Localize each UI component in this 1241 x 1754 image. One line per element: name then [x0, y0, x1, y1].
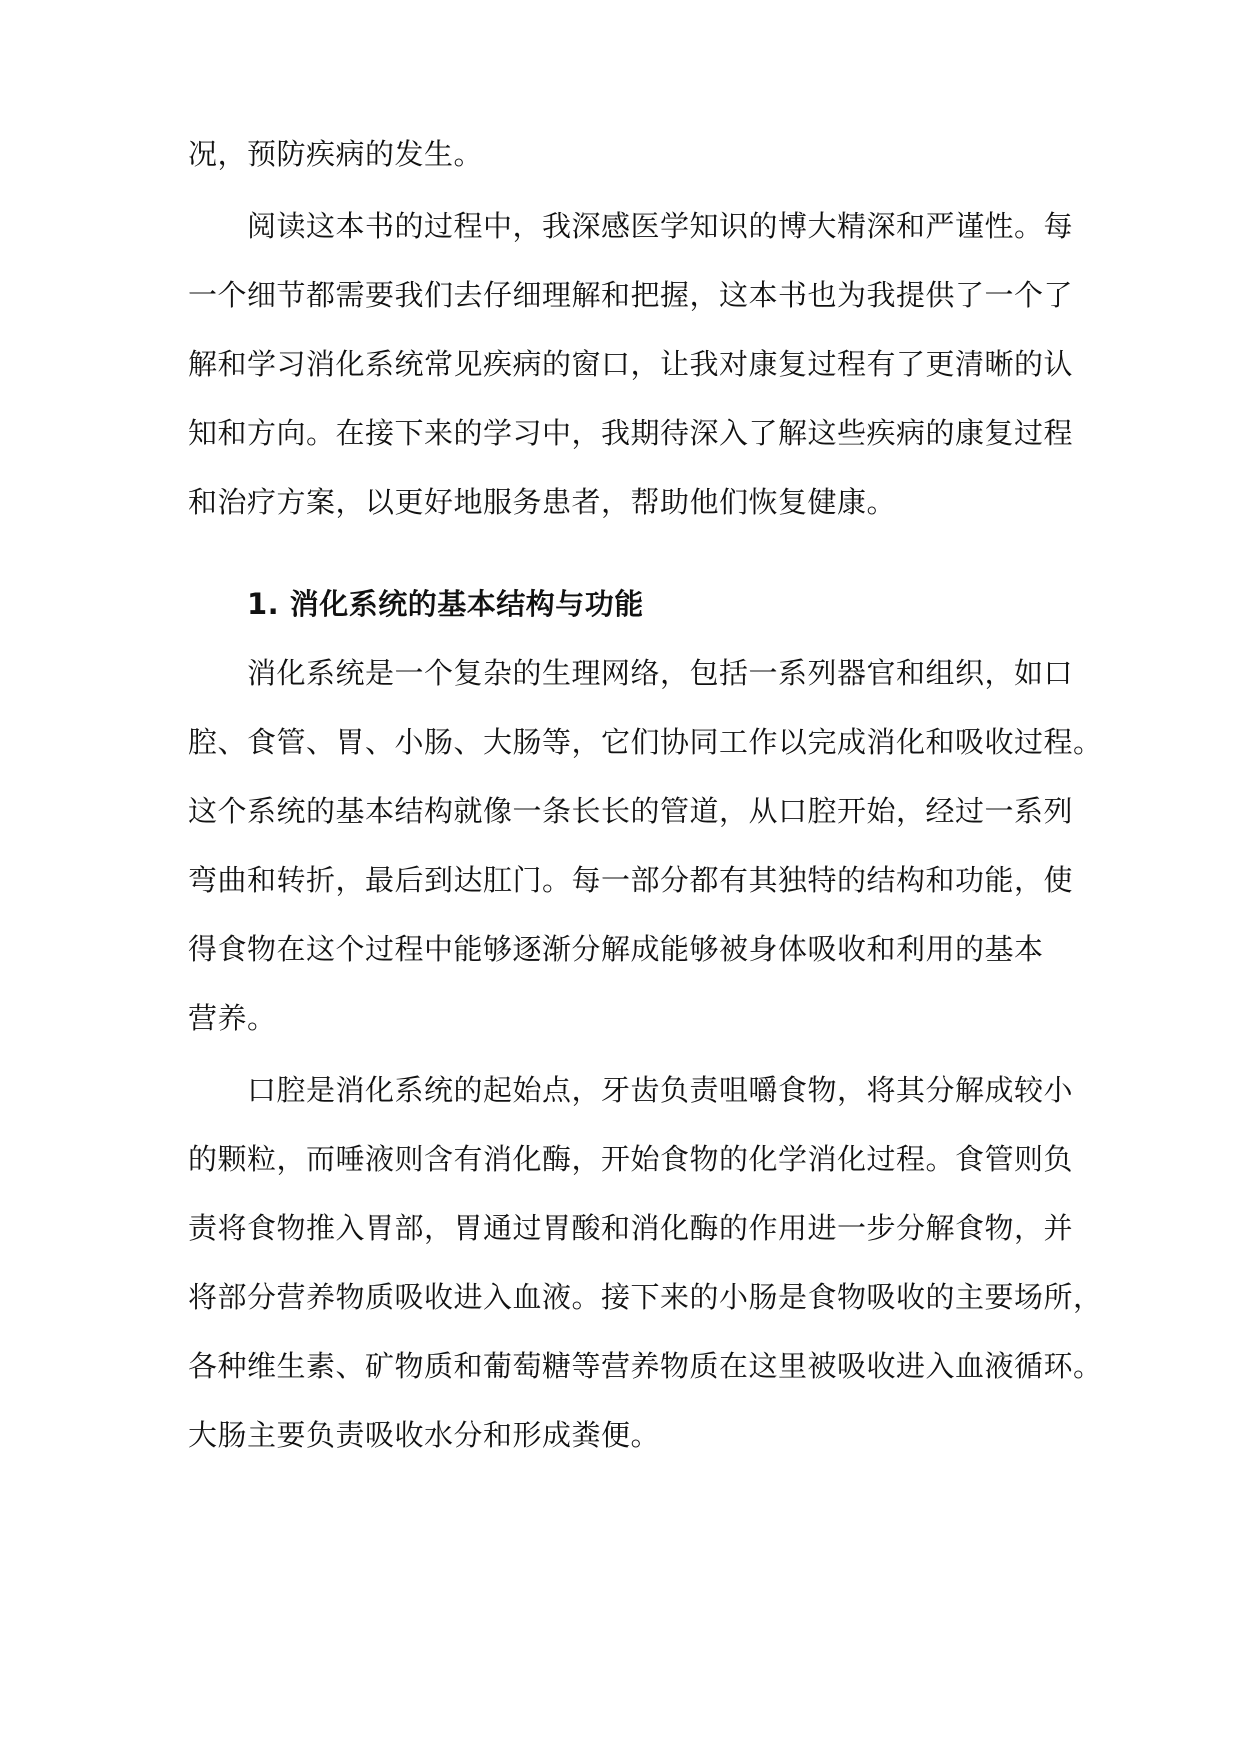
reflection-paragraph-line: 阅读这本书的过程中，我深感医学知识的博大精深和严谨性。每: [247, 209, 1074, 243]
organs-paragraph-line: 责将食物推入胃部，胃通过胃酸和消化酶的作用进一步分解食物，并: [188, 1211, 1074, 1245]
structure-paragraph-line: 这个系统的基本结构就像一条长长的管道，从口腔开始，经过一系列: [188, 794, 1074, 828]
organs-paragraph-line: 的颗粒，而唾液则含有消化酶，开始食物的化学消化过程。食管则负: [188, 1142, 1074, 1176]
structure-paragraph-line: 消化系统是一个复杂的生理网络，包括一系列器官和组织，如口: [247, 656, 1074, 690]
organs-paragraph-line: 口腔是消化系统的起始点，牙齿负责咀嚼食物，将其分解成较小: [247, 1073, 1074, 1107]
structure-paragraph-line: 腔、食管、胃、小肠、大肠等，它们协同工作以完成消化和吸收过程。: [188, 725, 1103, 759]
intro-paragraph-line: 况，预防疾病的发生。: [188, 137, 484, 171]
organs-paragraph-line: 将部分营养物质吸收进入血液。接下来的小肠是食物吸收的主要场所，: [188, 1280, 1103, 1314]
section-heading: 1. 消化系统的基本结构与功能: [247, 587, 644, 621]
organs-paragraph-line: 大肠主要负责吸收水分和形成粪便。: [188, 1418, 661, 1452]
structure-paragraph-line: 弯曲和转折，最后到达肛门。每一部分都有其独特的结构和功能，使: [188, 863, 1074, 897]
reflection-paragraph-line: 知和方向。在接下来的学习中，我期待深入了解这些疾病的康复过程: [188, 416, 1074, 450]
structure-paragraph-line: 营养。: [188, 1001, 277, 1035]
reflection-paragraph-line: 一个细节都需要我们去仔细理解和把握，这本书也为我提供了一个了: [188, 278, 1074, 312]
reflection-paragraph-line: 和治疗方案，以更好地服务患者，帮助他们恢复健康。: [188, 485, 897, 519]
organs-paragraph-line: 各种维生素、矿物质和葡萄糖等营养物质在这里被吸收进入血液循环。: [188, 1349, 1103, 1383]
reflection-paragraph-line: 解和学习消化系统常见疾病的窗口，让我对康复过程有了更清晰的认: [188, 347, 1074, 381]
structure-paragraph-line: 得食物在这个过程中能够逐渐分解成能够被身体吸收和利用的基本: [188, 932, 1044, 966]
